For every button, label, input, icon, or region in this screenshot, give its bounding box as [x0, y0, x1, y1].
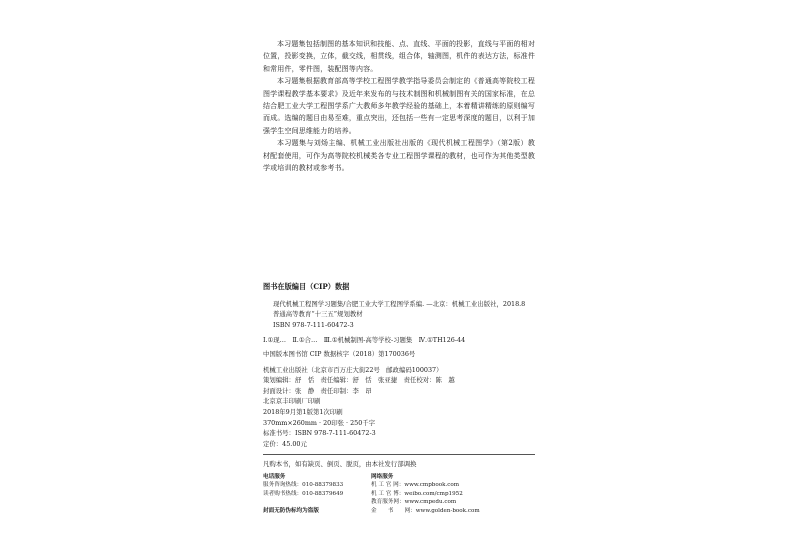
editors-line: 策划编辑：舒 恬 责任编辑：舒 恬 张亚捷 责任校对：陈 越 [263, 376, 455, 385]
service-left-1: 服务咨询热线：010-88379833 [263, 482, 344, 489]
design-line: 封面设计：张 静 责任印制：李 昂 [263, 386, 372, 395]
cip-classification-line: Ⅰ.①现… Ⅱ.①合… Ⅲ.①机械制图-高等学校-习题集 Ⅳ.①TH126-44 [263, 336, 466, 345]
cip-isbn-line: ISBN 978-7-111-60472-3 [273, 320, 354, 329]
standard-number-line: 标准书号：ISBN 978-7-111-60472-3 [263, 429, 376, 438]
service-left-4: 封面无防伪标均为盗版 [263, 507, 319, 514]
service-left-2: 读者购书热线：010-88379649 [263, 490, 344, 497]
intro-section [263, 38, 535, 174]
service-left-3 [263, 498, 363, 506]
service-right-1: 机 工 官 网：www.cmpbook.com [371, 482, 460, 489]
cip-heading: 图书在版编目（CIP）数据 [263, 282, 350, 291]
format-line: 370mm×260mm · 20印张 · 250千字 [263, 418, 376, 427]
intro-paragraph-2: 本习题集根据教育部高等学校工程图学教学指导委员会制定的《普通高等院校工程图学课程教学基本要求》及近年来发布的与技术制图和机械制图有关的国家标准，在总结合肥工业大学工程图学系广大教师多年教学经验的基础上，本着精讲精练的原则编写而成。选编的题目由易至难，重点突出，还包括一些有一定思考深度的题目，以利于加强学生空间思维能力的培养。 [263, 77, 535, 135]
services-grid [263, 473, 535, 515]
price-line: 定价：45.00元 [263, 439, 307, 448]
service-right-3: 教育服务网：www.cmpedu.com [371, 499, 457, 506]
cip-number-line: 中国版本图书馆 CIP 数据核字（2018）第170036号 [263, 349, 416, 358]
return-notice: 凡购本书，如有缺页、倒页、脱页，由本社发行部调换 [263, 460, 417, 469]
intro-paragraph-1: 本习题集包括制图的基本知识和技能、点、直线、平面的投影，直线与平面的相对位置，投影变换，立体，截交线，相贯线，组合体，轴测图，机件的表达方法，标准件和常用件，零件图，装配图等内容。 [263, 40, 535, 73]
service-right-4: 金 书 网：www.golden-book.com [371, 507, 480, 514]
cip-book-line: 现代机械工程图学习题集/合肥工业大学工程图学系编. —北京：机械工业出版社，2018.8 [273, 299, 526, 308]
intro-paragraph-3: 本习题集与刘炀主编、机械工业出版社出版的《现代机械工程图学》（第2版）教材配套使用，可作为高等院校机械类各专业工程图学课程的教材，也可作为其他类型教学或培训的教材或参考书。 [263, 139, 535, 173]
edition-line: 2018年9月第1版第1次印刷 [263, 407, 343, 416]
network-service-heading: 网络服务 [371, 473, 394, 480]
service-right-2: 机 工 官 博：weibo.com/cmp1952 [371, 490, 463, 497]
cip-section [263, 282, 535, 515]
publisher-name: 机械工业出版社（北京市百万庄大街22号 邮政编码100037） [263, 365, 443, 374]
cip-series-line: 普通高等教育“十三五”规划教材 [273, 310, 363, 319]
divider [263, 454, 535, 455]
phone-service-heading: 电话服务 [263, 473, 286, 480]
printer-line: 北京京丰印刷厂印刷 [263, 397, 321, 406]
